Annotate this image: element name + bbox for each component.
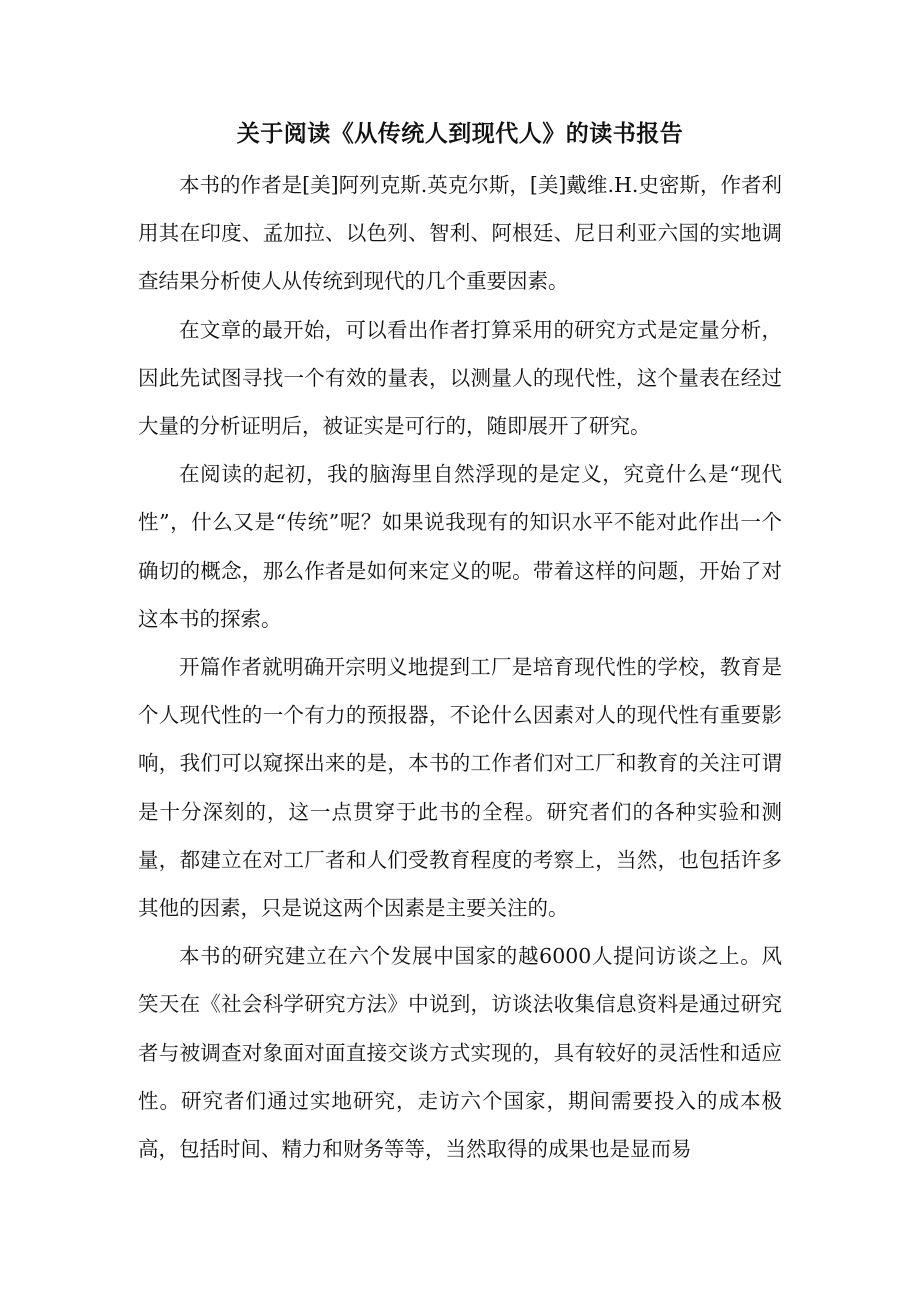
paragraph-5: 本书的研究建立在六个发展中国家的越6000人提问访谈之上。风笑天在《社会科学研究方法》中说到，访谈法收集信息资料是通过研究者与被调查对象面对面直接交谈方式实现的，具有较好的灵活性和适应性。研究者们通过实地研究，走访六个国家，期间需要投入的成本极高，包括时间、精力和财务等等，当然取得的成果也是显而易 [138, 944, 782, 1162]
paragraph-2: 在文章的最开始，可以看出作者打算采用的研究方式是定量分析，因此先试图寻找一个有效的量表，以测量人的现代性，这个量表在经过大量的分析证明后，被证实是可行的，随即展开了研究。 [138, 317, 782, 439]
paragraph-3: 在阅读的起初，我的脑海里自然浮现的是定义，究竟什么是“现代性”，什么又是“传统”呢？如果说我现有的知识水平不能对此作出一个确切的概念，那么作者是如何来定义的呢。带着这样的问题，开始了对这本书的探索。 [138, 462, 782, 631]
paragraph-1: 本书的作者是[美]阿列克斯.英克尔斯，[美]戴维.H.史密斯，作者利用其在印度、孟加拉、以色列、智利、阿根廷、尼日利亚六国的实地调查结果分析使人从传统到现代的几个重要因素。 [138, 173, 782, 294]
document-title: 关于阅读《从传统人到现代人》的读书报告 [236, 120, 684, 147]
paragraph-4: 开篇作者就明确开宗明义地提到工厂是培育现代性的学校，教育是个人现代性的一个有力的预报器，不论什么因素对人的现代性有重要影响，我们可以窥探出来的是，本书的工作者们对工厂和教育的关注可谓是十分深刻的，这一点贯穿于此书的全程。研究者们的各种实验和测量，都建立在对工厂者和人们受教育程度的考察上，当然，也包括许多其他的因素，只是说这两个因素是主要关注的。 [138, 655, 782, 921]
document-body [138, 161, 782, 1173]
